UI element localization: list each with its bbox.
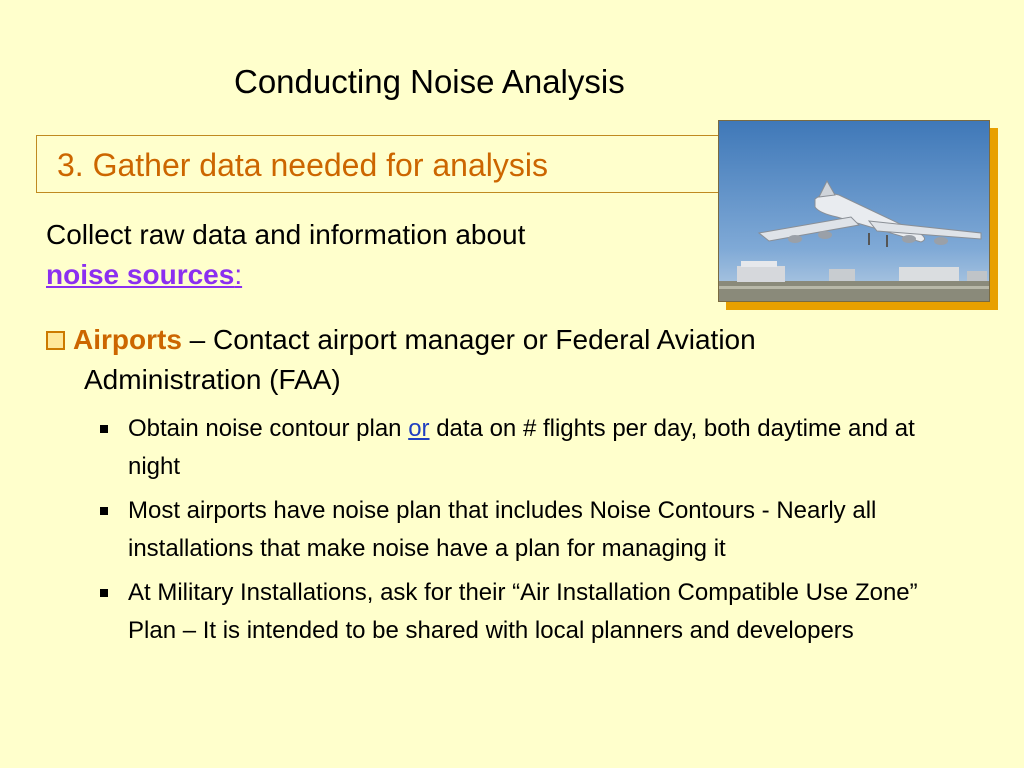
airports-line1: – Contact airport manager or Federal Aviation bbox=[181, 324, 756, 355]
slide-title: Conducting Noise Analysis bbox=[234, 63, 625, 100]
airplane-photo-frame bbox=[718, 120, 1000, 310]
airport-bullet-list bbox=[100, 410, 960, 656]
airports-line2: Administration (FAA) bbox=[84, 364, 341, 395]
square-bullet-icon bbox=[100, 507, 108, 515]
noise-sources-link[interactable]: noise sources bbox=[46, 259, 235, 290]
airplane-photo bbox=[718, 120, 990, 302]
list-item bbox=[100, 574, 960, 650]
noise-sources-colon: : bbox=[234, 259, 243, 290]
airports-heading: Airports bbox=[73, 324, 182, 355]
checkbox-bullet-icon bbox=[46, 331, 65, 350]
square-bullet-icon bbox=[100, 589, 108, 597]
or-link[interactable]: or bbox=[408, 415, 430, 442]
airports-point bbox=[46, 320, 966, 400]
slide-subtitle: 3. Gather data needed for analysis bbox=[57, 147, 548, 183]
bullet-1-before: Obtain noise contour plan bbox=[128, 415, 409, 442]
bullet-1-after: data on # flights per day, both daytime and at night bbox=[128, 415, 915, 480]
intro-text-block bbox=[46, 215, 686, 295]
list-item bbox=[100, 492, 960, 568]
bullet-3-text: At Military Installations, ask for their “Air Installation Compatible Use Zone” Plan – It is intended to be shared with local planners and developers bbox=[128, 579, 918, 644]
airplane-takeoff-image bbox=[719, 121, 990, 302]
square-bullet-icon bbox=[100, 425, 108, 433]
subtitle-box bbox=[36, 135, 736, 193]
bullet-2-text: Most airports have noise plan that includes Noise Contours - Nearly all installations that make noise have a plan for managing it bbox=[128, 497, 877, 562]
intro-text: Collect raw data and information about bbox=[46, 219, 526, 250]
list-item bbox=[100, 410, 960, 486]
